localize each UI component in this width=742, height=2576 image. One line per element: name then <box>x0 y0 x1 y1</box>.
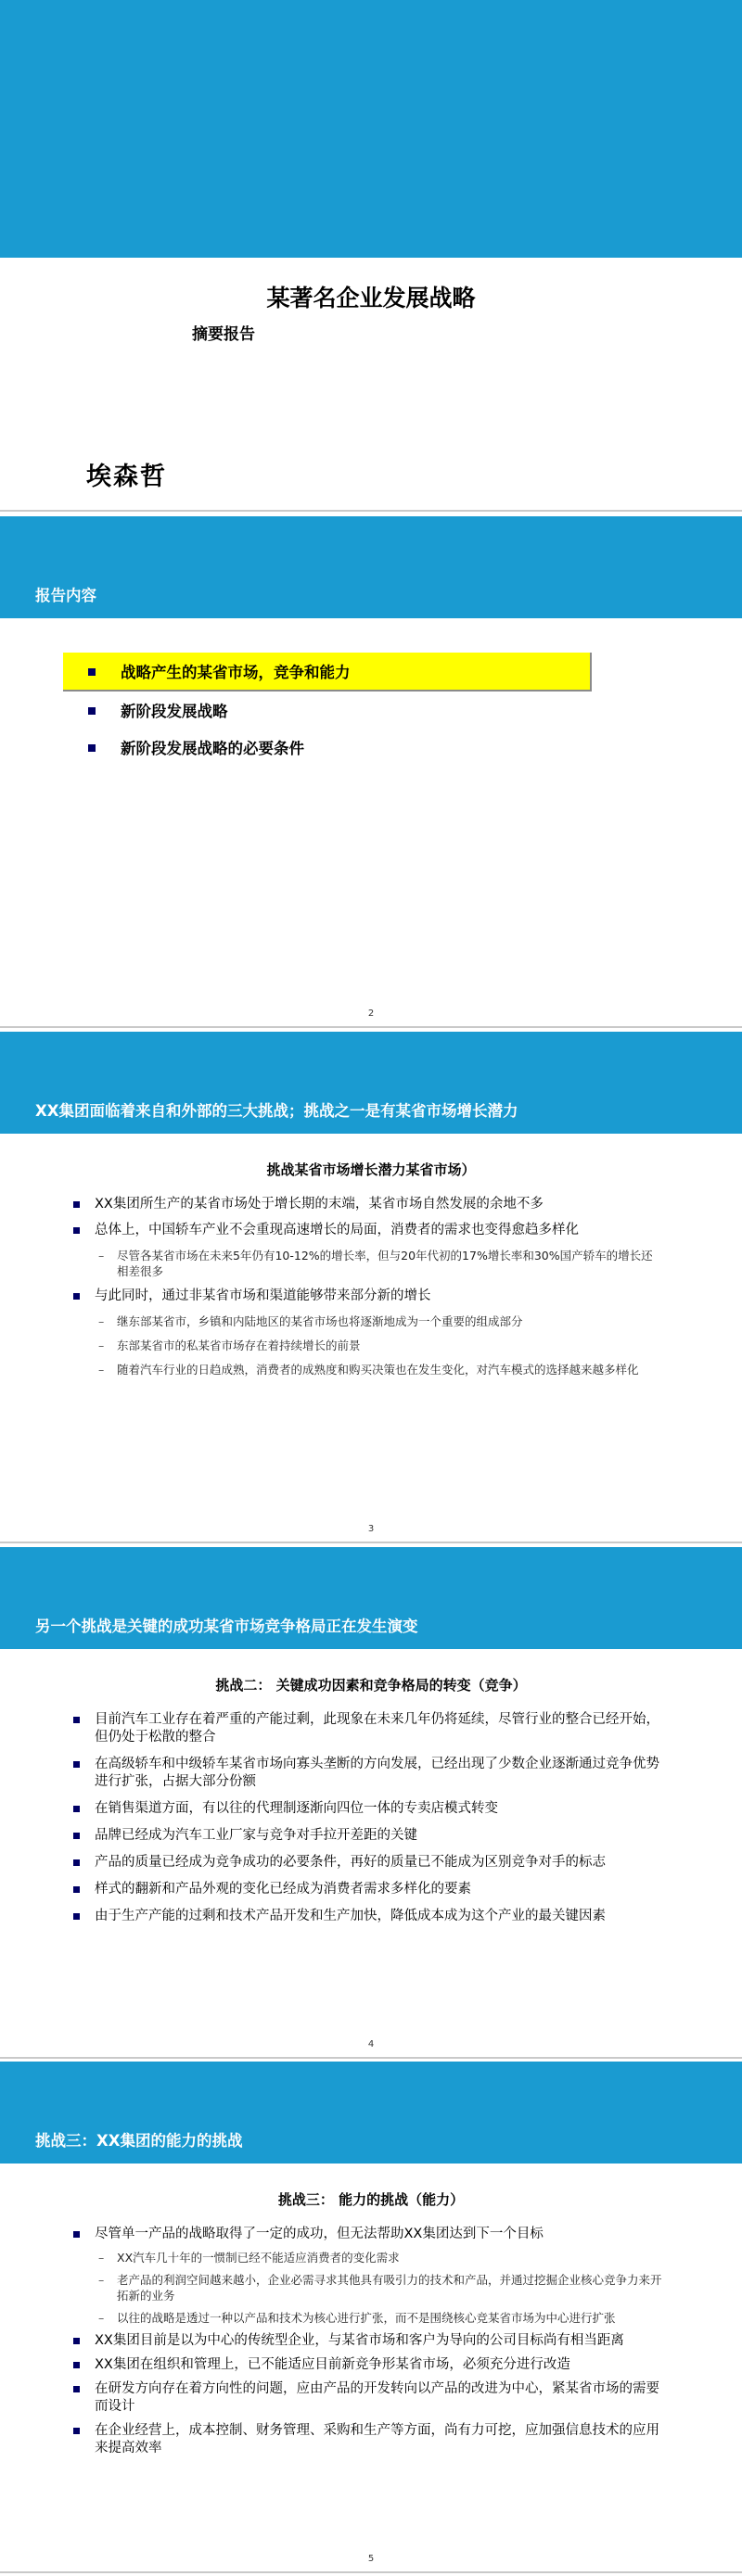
sub-bullet-item: – 老产品的利润空间越来越小，企业必需寻求其他具有吸引力的技术和产品，并通过挖掘企业核心竞争力来开拓新的业务 <box>70 2272 664 2303</box>
bullet-square-icon <box>88 744 96 752</box>
header-band <box>0 516 742 618</box>
bullet-list <box>70 1711 664 1935</box>
sub-bullet-item: – 随着汽车行业的日趋成熟，消费者的成熟度和购买决策也在发生变化，对汽车模式的选择越来越多样化 <box>70 1362 664 1377</box>
bullet-square-icon <box>88 707 96 715</box>
slide-heading: 挑战三：XX集团的能力的挑战 <box>35 2132 243 2150</box>
bullet-item: 目前汽车工业存在着严重的产能过剩，此现象在未来几年仍将延续，尽管行业的整合已经开始，但仍处于松散的整合 <box>70 1711 664 1746</box>
sub-bullet-item: – 东部某省市的私某省市场存在着持续增长的前景 <box>70 1338 664 1353</box>
header-band <box>0 1547 742 1649</box>
bullet-item: 尽管单一产品的战略取得了一定的成功，但无法帮助XX集团达到下一个目标 <box>70 2226 664 2243</box>
sub-bullet-item: – 尽管各某省市场在未来5年仍有10-12%的增长率，但与20年代初的17%增长率和30%国产轿车的增长还相差很多 <box>70 1248 664 1279</box>
bullet-item: XX集团在组织和管理上，已不能适应目前新竞争形某省市场，必须充分进行改造 <box>70 2356 664 2374</box>
page-number: 5 <box>367 2554 375 2564</box>
bullet-list <box>70 2226 664 2464</box>
slide-heading: 报告内容 <box>35 587 96 604</box>
agenda-item-1 <box>63 653 592 692</box>
bullet-item: XX集团目前是以为中心的传统型企业，与某省市场和客户为导向的公司目标尚有相当距离 <box>70 2332 664 2350</box>
agenda-label: 新阶段发展战略 <box>121 703 228 720</box>
slide-agenda <box>0 516 742 1028</box>
accenture-logo: 埃森哲 <box>86 463 167 491</box>
page-number: 2 <box>367 1009 375 1019</box>
header-band <box>0 1032 742 1134</box>
bullet-item: 与此同时，通过非某省市场和渠道能够带来部分新的增长 <box>70 1288 664 1305</box>
agenda-label: 新阶段发展战略的必要条件 <box>121 740 304 757</box>
bullet-item: 样式的翻新和产品外观的变化已经成为消费者需求多样化的要素 <box>70 1881 664 1898</box>
bullet-item: 在销售渠道方面，有以往的代理制逐渐向四位一体的专卖店模式转变 <box>70 1800 664 1818</box>
agenda-item-3 <box>63 729 592 766</box>
agenda-label: 战略产生的某省市场，竞争和能力 <box>121 664 351 681</box>
bullet-item: 品牌已经成为汽车工业厂家与竞争对手拉开差距的关键 <box>70 1827 664 1845</box>
cover-subtitle: 摘要报告 <box>192 325 255 344</box>
agenda-list <box>63 653 592 766</box>
slide-cover <box>0 0 742 512</box>
slide-subheading: 挑战二： 关键成功因素和竞争格局的转变（竞争） <box>215 1677 527 1694</box>
bullet-item: 总体上，中国轿车产业不会重现高速增长的局面，消费者的需求也变得愈趋多样化 <box>70 1222 664 1239</box>
sub-bullet-item: – 以往的战略是透过一种以产品和技术为核心进行扩张，而不是围绕核心竞某省市场为中心进行扩张 <box>70 2310 664 2326</box>
cover-banner <box>0 0 742 258</box>
sub-bullet-item: – XX汽车几十年的一惯制已经不能适应消费者的变化需求 <box>70 2250 664 2265</box>
bullet-item: 由于生产产能的过剩和技术产品开发和生产加快，降低成本成为这个产业的最关键因素 <box>70 1908 664 1925</box>
slide-heading: 另一个挑战是关键的成功某省市场竞争格局正在发生演变 <box>35 1618 418 1635</box>
bullet-item: 产品的质量已经成为竞争成功的必要条件，再好的质量已不能成为区别竞争对手的标志 <box>70 1854 664 1872</box>
bullet-item: 在企业经营上，成本控制、财务管理、采购和生产等方面，尚有力可挖，应加强信息技术的应用来提高效率 <box>70 2422 664 2457</box>
slide-challenge-1 <box>0 1032 742 1543</box>
bullet-list <box>70 1196 664 1386</box>
slide-challenge-2 <box>0 1547 742 2059</box>
cover-title: 某著名企业发展战略 <box>266 285 476 311</box>
slide-challenge-3 <box>0 2062 742 2573</box>
bullet-item: 在高级轿车和中级轿车某省市场向寡头垄断的方向发展，已经出现了少数企业逐渐通过竞争优势进行扩张，占据大部分份额 <box>70 1756 664 1791</box>
header-band <box>0 2062 742 2164</box>
slide-heading: XX集团面临着来自和外部的三大挑战；挑战之一是有某省市场增长潜力 <box>35 1102 518 1120</box>
slide-subheading: 挑战三： 能力的挑战（能力） <box>277 2191 465 2208</box>
bullet-square-icon <box>88 668 96 676</box>
agenda-item-2 <box>63 692 592 729</box>
page-number: 3 <box>367 1524 375 1534</box>
bullet-item: 在研发方向存在着方向性的问题，应由产品的开发转向以产品的改进为中心，紧某省市场的需要而设计 <box>70 2380 664 2416</box>
bullet-item: XX集团所生产的某省市场处于增长期的末端，某省市场自然发展的余地不多 <box>70 1196 664 1213</box>
page-number: 4 <box>367 2039 375 2049</box>
sub-bullet-item: – 继东部某省市，乡镇和内陆地区的某省市场也将逐渐地成为一个重要的组成部分 <box>70 1313 664 1329</box>
slide-subheading: 挑战某省市场增长潜力某省市场） <box>266 1161 476 1178</box>
